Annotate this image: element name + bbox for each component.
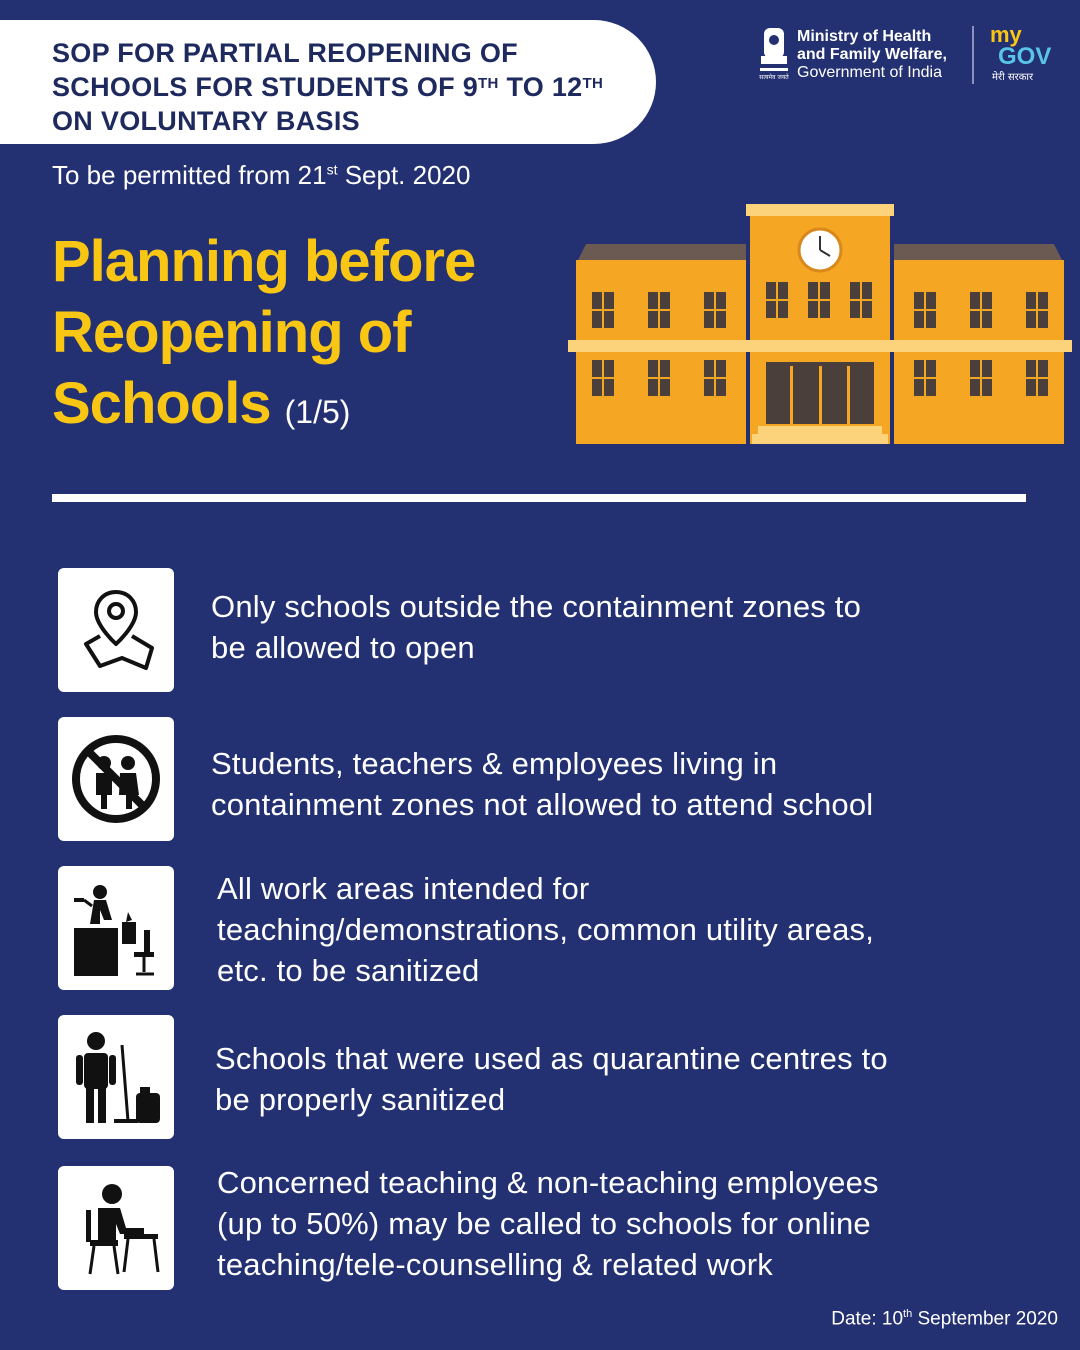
mygov-tagline: मेरी सरकार — [992, 72, 1034, 83]
school-building-icon — [568, 204, 1072, 444]
cleaner-icon — [66, 1025, 166, 1129]
permitted-date-prefix: To be permitted from 21 — [52, 160, 327, 190]
footer-date-sup: th — [903, 1308, 913, 1320]
sop-title-line3: ON VOLUNTARY BASIS — [52, 106, 360, 136]
item-text-4 — [215, 1038, 888, 1120]
heading-line3-text: Schools — [52, 371, 271, 436]
item-icon-box-4 — [58, 1015, 174, 1139]
section-divider — [52, 494, 1026, 502]
ministry-line1: Ministry of Health — [797, 28, 932, 45]
desk-worker-icon — [66, 1176, 166, 1280]
sop-title-line2-text: SCHOOLS FOR STUDENTS OF 9 — [52, 72, 479, 102]
sanitize-desk-icon — [66, 876, 166, 980]
footer-date-prefix: Date: 10 — [831, 1308, 904, 1330]
sop-title-line2 — [52, 70, 652, 104]
item-icon-box-2 — [58, 717, 174, 841]
sop-title-sup1: TH — [478, 75, 499, 92]
logos — [752, 24, 1062, 88]
heading-line1: Planning before — [52, 229, 476, 294]
item-text-1 — [211, 586, 861, 668]
page-counter: (1/5) — [284, 394, 351, 430]
footer-date — [831, 1308, 1058, 1330]
no-children-icon — [66, 727, 166, 831]
sop-title — [52, 36, 652, 138]
ministry-line3: Government of India — [797, 64, 942, 81]
item-text-3 — [217, 868, 874, 991]
item-3-line3: etc. to be sanitized — [217, 953, 480, 988]
page-heading — [52, 226, 572, 448]
item-5-line2: (up to 50%) may be called to schools for online — [217, 1206, 871, 1241]
item-icon-box-3 — [58, 866, 174, 990]
footer-date-suffix: September 2020 — [912, 1308, 1058, 1330]
item-3-line1: All work areas intended for — [217, 871, 590, 906]
item-5-line3: teaching/tele-counselling & related work — [217, 1247, 773, 1282]
permitted-date — [52, 160, 470, 191]
item-3-line2: teaching/demonstrations, common utility areas, — [217, 912, 875, 947]
item-4-line1: Schools that were used as quarantine centres to — [215, 1041, 888, 1076]
mygov-logo — [990, 24, 1060, 88]
permitted-date-sup: st — [326, 161, 338, 178]
item-2-line2: containment zones not allowed to attend school — [211, 787, 874, 822]
item-text-2 — [211, 743, 873, 825]
ministry-name — [797, 28, 947, 82]
item-5-line1: Concerned teaching & non-teaching employees — [217, 1165, 879, 1200]
ministry-line2: and Family Welfare, — [797, 46, 947, 63]
item-icon-box-5 — [58, 1166, 174, 1290]
item-text-5 — [217, 1162, 879, 1285]
sop-title-line2-text2: TO 12 — [498, 72, 583, 102]
sop-title-sup2: TH — [582, 75, 604, 92]
heading-line2: Reopening of — [52, 300, 411, 365]
heading-line3 — [52, 368, 572, 448]
mygov-my: my — [990, 24, 1022, 47]
item-4-line2: be properly sanitized — [215, 1082, 506, 1117]
permitted-date-suffix: Sept. 2020 — [337, 160, 471, 190]
item-icon-box-1 — [58, 568, 174, 692]
emblem-caption: सत्यमेव जयते — [759, 74, 789, 81]
national-emblem-icon — [756, 26, 792, 82]
logo-divider — [972, 26, 974, 84]
item-1-line2: be allowed to open — [211, 630, 475, 665]
location-map-icon — [66, 578, 166, 682]
sop-title-line1: SOP FOR PARTIAL REOPENING OF — [52, 38, 518, 68]
item-2-line1: Students, teachers & employees living in — [211, 746, 778, 781]
mygov-gov: GOV — [998, 43, 1052, 70]
item-1-line1: Only schools outside the containment zones to — [211, 589, 862, 624]
